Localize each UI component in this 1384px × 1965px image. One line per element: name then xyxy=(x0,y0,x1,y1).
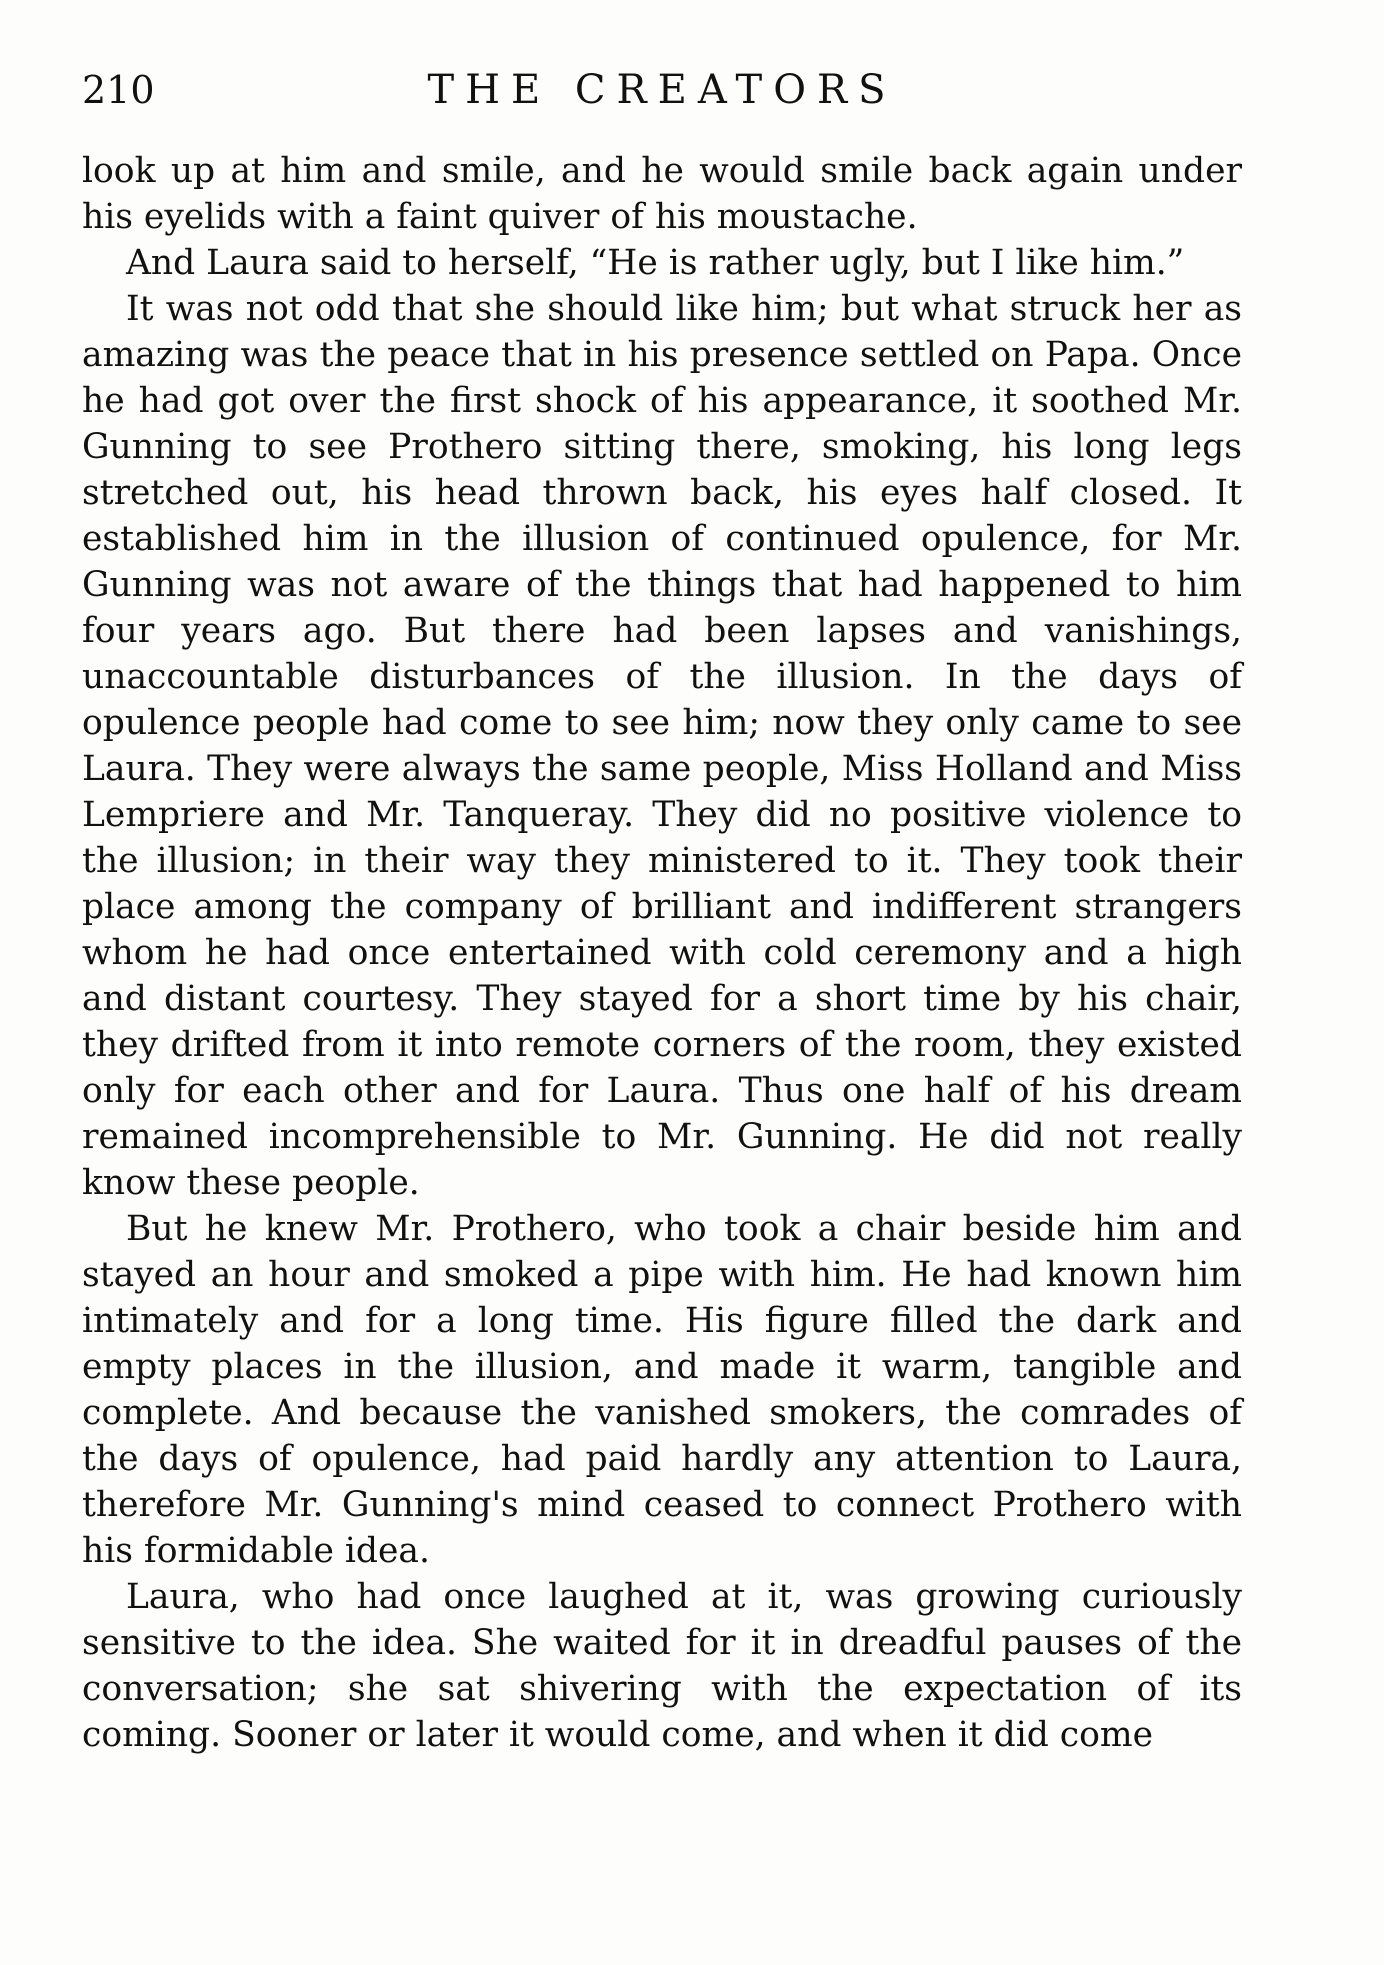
paragraph: look up at him and smile, and he would smile back again under his eyelids with a faint quiver of his moustache. xyxy=(82,151,1242,237)
running-title: THE CREATORS xyxy=(427,67,897,113)
paragraph: And Laura said to herself, “He is rather ugly, but I like him.” xyxy=(126,243,1185,283)
body-text xyxy=(82,148,1242,1758)
page-number: 210 xyxy=(82,68,155,112)
page-header xyxy=(82,60,1242,120)
paragraph: It was not odd that she should like him; but what struck her as amazing was the peace that in his presence settled on Papa. Once he had got over the first shock of his appearance, it soothed Mr. Gunning to see Prothero sitting there, smoking, his long legs stretched out, his head thrown back, his eyes half closed. It established him in the illusion of continued opulence, for Mr. Gunning was not aware of the things that had happened to him four years ago. But there had been lapses and vanishings, unaccountable disturbances of the illusion. In the days of opulence people had come to see him; now they only came to see Laura. They were always the same people, Miss Holland and Miss Lempriere and Mr. Tanqueray. They did no positive violence to the illusion; in their way they ministered to it. They took their place among the company of brilliant and indifferent strangers whom he had once entertained with cold ceremony and a high and distant courtesy. They stayed for a short time by his chair, they drifted from it into remote corners of the room, they existed only for each other and for Laura. Thus one half of his dream remained incomprehensible to Mr. Gunning. He did not really know these people. xyxy=(82,289,1242,1203)
paragraph: But he knew Mr. Prothero, who took a chair beside him and stayed an hour and smoked a pipe with him. He had known him intimately and for a long time. His figure filled the dark and empty places in the illusion, and made it warm, tangible and complete. And because the vanished smokers, the comrades of the days of opulence, had paid hardly any attention to Laura, therefore Mr. Gunning's mind ceased to connect Prothero with his formidable idea. xyxy=(82,1209,1242,1571)
paragraph: Laura, who had once laughed at it, was growing curiously sensitive to the idea. She waited for it in dreadful pauses of the conversation; she sat shivering with the expectation of its coming. Sooner or later it would come, and when it did come xyxy=(82,1577,1242,1755)
